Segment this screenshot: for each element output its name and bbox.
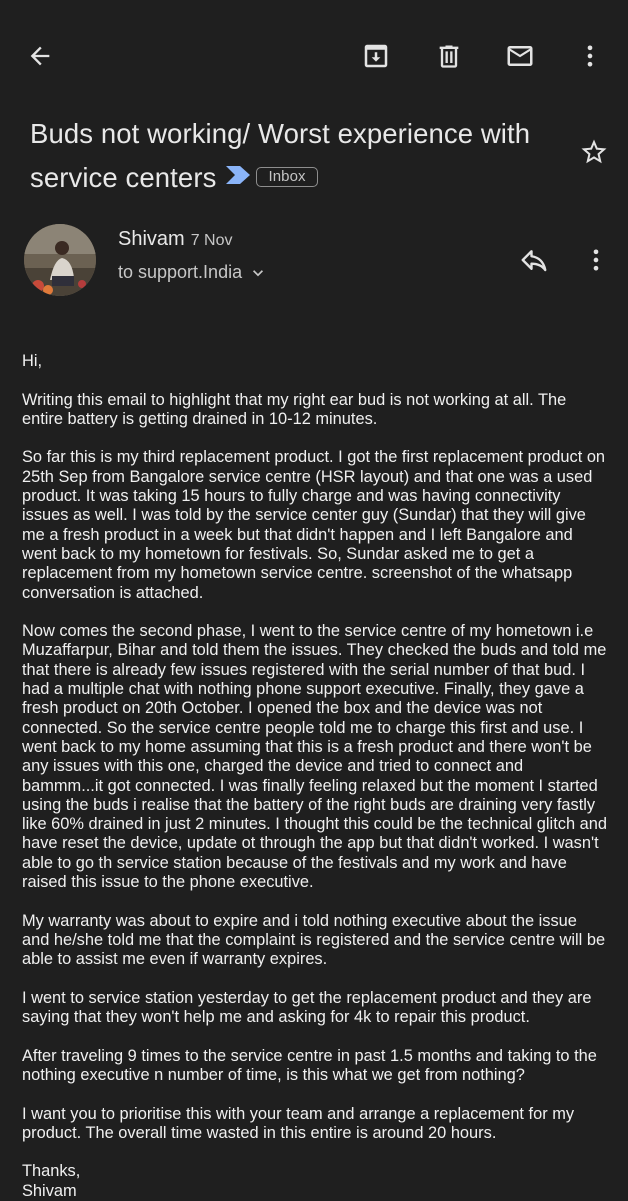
more-options-button[interactable]: [566, 32, 614, 80]
recipient-toggle[interactable]: [118, 262, 268, 283]
email-subject: [30, 112, 560, 202]
subject-header: [30, 112, 560, 202]
body-paragraph: I want you to prioritise this with your team and arrange a replacement for my product. The overall time wasted in this entire is around 20 hours.: [22, 1104, 575, 1142]
body-paragraph: So far this is my third replacement product. I got the first replacement product on 25th Sep from Bangalore service centre (HSR layout) and that one was a used product. It was taking 15 hours to fully charge and was having connectivity issues as well. I was told by the service center guy (Sundar) that they will give me a fresh product in a week but that didn't happen and I left Bangalore and went back to my hometown for festivals. So, Sundar asked me to get a replacement from my hometown service centre. screenshot of the whatsapp conversation is attached.: [22, 448, 606, 602]
reply-icon: [519, 245, 549, 280]
recipient-text: to support.India: [118, 262, 243, 282]
message-more-button[interactable]: [578, 240, 614, 284]
sender-line: [118, 228, 233, 251]
body-paragraph: I went to service station yesterday to get the replacement product and they are saying that they won't help me and asking for 4k to repair this product.: [22, 988, 592, 1027]
star-outline-icon: [579, 137, 609, 172]
body-paragraph: Writing this email to highlight that my right ear bud is not working at all. The entire battery is getting drained in 10-12 minutes.: [22, 390, 567, 428]
sender-name[interactable]: Shivam: [118, 228, 185, 250]
signature: Shivam: [22, 1181, 77, 1200]
mark-unread-button[interactable]: [496, 32, 544, 80]
sender-avatar[interactable]: [24, 224, 96, 296]
reply-button[interactable]: [512, 240, 556, 284]
email-body: [22, 352, 608, 1201]
archive-icon: [361, 41, 391, 71]
arrow-back-icon: [26, 42, 54, 70]
sent-date: 7 Nov: [190, 232, 233, 249]
archive-button[interactable]: [352, 32, 400, 80]
inbox-label-chip[interactable]: Inbox: [256, 167, 317, 187]
greeting: Hi,: [22, 352, 43, 370]
star-button[interactable]: [572, 132, 616, 176]
back-button[interactable]: [16, 32, 64, 80]
chevron-down-icon: [248, 263, 268, 283]
delete-button[interactable]: [425, 32, 473, 80]
subject-text: Buds not working/ Worst experience with service centers: [30, 118, 531, 193]
more-vert-icon: [576, 42, 604, 70]
toolbar: [0, 0, 628, 112]
closing: Thanks,: [22, 1162, 81, 1181]
body-paragraph: After traveling 9 times to the service centre in past 1.5 months and taking to the nothing executive n number of time, is this what we get from nothing?: [22, 1046, 597, 1084]
body-paragraph: Now comes the second phase, I went to the service centre of my hometown i.e Muzaffarpur, Bihar and told them the issues. They checked the buds and told me that there is already few issues registered with the serial number of that bud. I had a multiple chat with nothing phone support executive. Finally, they gave a fresh product on 20th October. I opened the box and the device was not connected. So the service centre people told me to charge this first and use. I went back to my home assuming that this is a fresh product and there won't be any issues with this one, charged the device and tried to connect and bammm...it got connected. I was finally feeling relaxed but the moment I started using the buds i realise that the battery of the right buds are draining very fastly like 60% drained in just 2 minutes. I thought this could be the technical glitch and have reset the device, update ot through the app but that didn't worked. I wasn't able to go th service station because of the festivals and my work and have raised this issue to the phone executive.: [22, 622, 607, 892]
mail-icon: [505, 41, 535, 71]
body-paragraph: My warranty was about to expire and i told nothing executive about the issue and he/she told me that the complaint is registered and the service centre will be able to assist me even if warranty expires.: [22, 911, 606, 969]
more-vert-icon: [582, 246, 610, 279]
delete-icon: [435, 42, 463, 70]
importance-marker-icon[interactable]: [224, 155, 252, 199]
